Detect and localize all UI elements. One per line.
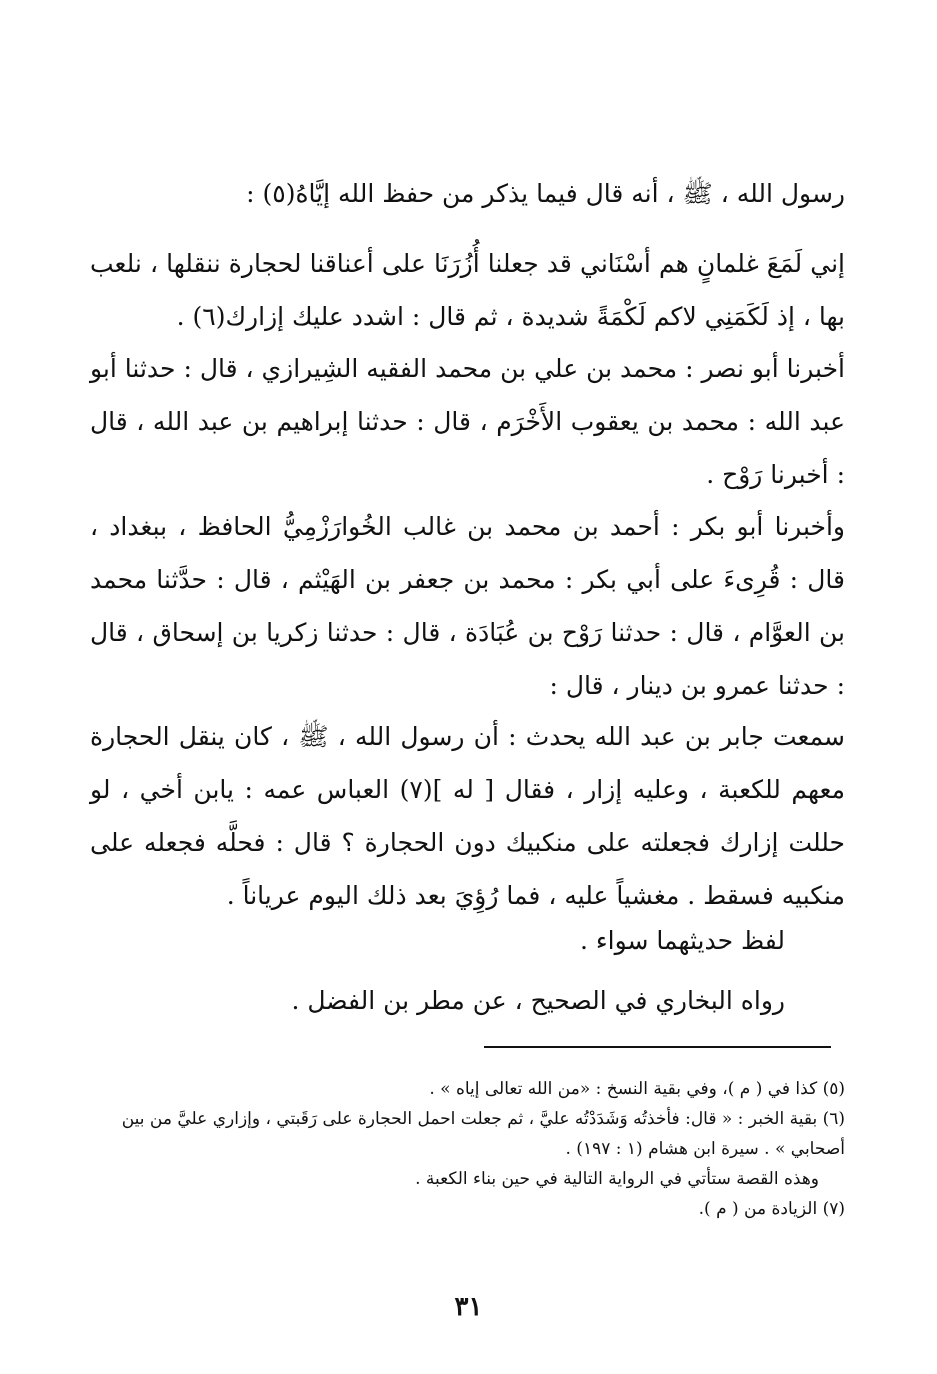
footnote-7: (٧) الزيادة من ( م ). xyxy=(698,1199,845,1219)
footnote-6: (٦) بقية الخبر : « قال: فأخذتُه وَشَدَدْتُه عليَّ ، ثم جعلت احمل الحجارة على رَقَبتي ، وإزاري عليَّ من بين أصحابي » . سيرة ابن هشام (١ : ١٩٧) . xyxy=(121,1109,845,1159)
body-line-6: لفظ حديثهما سواء . xyxy=(579,926,785,955)
footnote-5: (٥) كذا في ( م )، وفي بقية النسخ : «من الله تعالى إياه » . xyxy=(429,1079,845,1099)
body-paragraph-5 xyxy=(90,710,845,922)
body-text-paragraph-5: سمعت جابر بن عبد الله يحدث : أن رسول الله ، ﷺ ، كان ينقل الحجارة معهم للكعبة ، وعليه إزار ، فقال [ له ](٧) العباس عمه : يابن أخي ، لو حللت إزارك فجعلته على منكبيك دون الحجارة ؟ قال : فحلَّه فجعله على منكبيه فسقط . مغشياً عليه ، فما رُؤِيَ بعد ذلك اليوم عرياناً . xyxy=(90,722,845,910)
body-text-line-1: رسول الله ، ﷺ ، أنه قال فيما يذكر من حفظ الله إيَّاهُ(٥) : xyxy=(246,179,845,208)
body-paragraph-3 xyxy=(90,342,845,501)
footnote-6-continuation: وهذه القصة ستأتي في الرواية التالية في حين بناء الكعبة . xyxy=(415,1169,819,1189)
body-line-1 xyxy=(90,167,845,220)
body-line-7: رواه البخاري في الصحيح ، عن مطر بن الفضل . xyxy=(291,986,785,1015)
body-text-paragraph-2: إني لَمَعَ غلمانٍ هم أسْنَاني قد جعلنا أُزُرَنَا على أعناقنا لحجارة ننقلها ، نلعب بها ، إذ لَكَمَنِي لاكم لَكْمَةً شديدة ، ثم قال : اشدد عليك إزارك(٦) . xyxy=(90,249,845,331)
page-number: ٣١ xyxy=(454,1292,483,1322)
body-text-paragraph-3: أخبرنا أبو نصر : محمد بن علي بن محمد الفقيه الشِيرازي ، قال : حدثنا أبو عبد الله : محمد بن يعقوب الأَخْرَم ، قال : حدثنا إبراهيم بن عبد الله ، قال : أخبرنا رَوْح . xyxy=(90,354,845,489)
body-text-paragraph-4: وأخبرنا أبو بكر : أحمد بن محمد بن غالب الخُوارَزْمِيُّ الحافظ ، ببغداد ، قال : قُرِىءَ على أبي بكر : محمد بن جعفر بن الهَيْثم ، قال : حدَّثنا محمد بن العوَّام ، قال : حدثنا رَوْح بن عُبَادَة ، قال : حدثنا زكريا بن إسحاق ، قال : حدثنا عمرو بن دينار ، قال : xyxy=(90,512,845,700)
footnotes xyxy=(90,1074,845,1224)
footnote-divider xyxy=(484,1046,831,1048)
body-paragraph-2 xyxy=(90,237,845,343)
body-paragraph-4 xyxy=(90,500,845,712)
